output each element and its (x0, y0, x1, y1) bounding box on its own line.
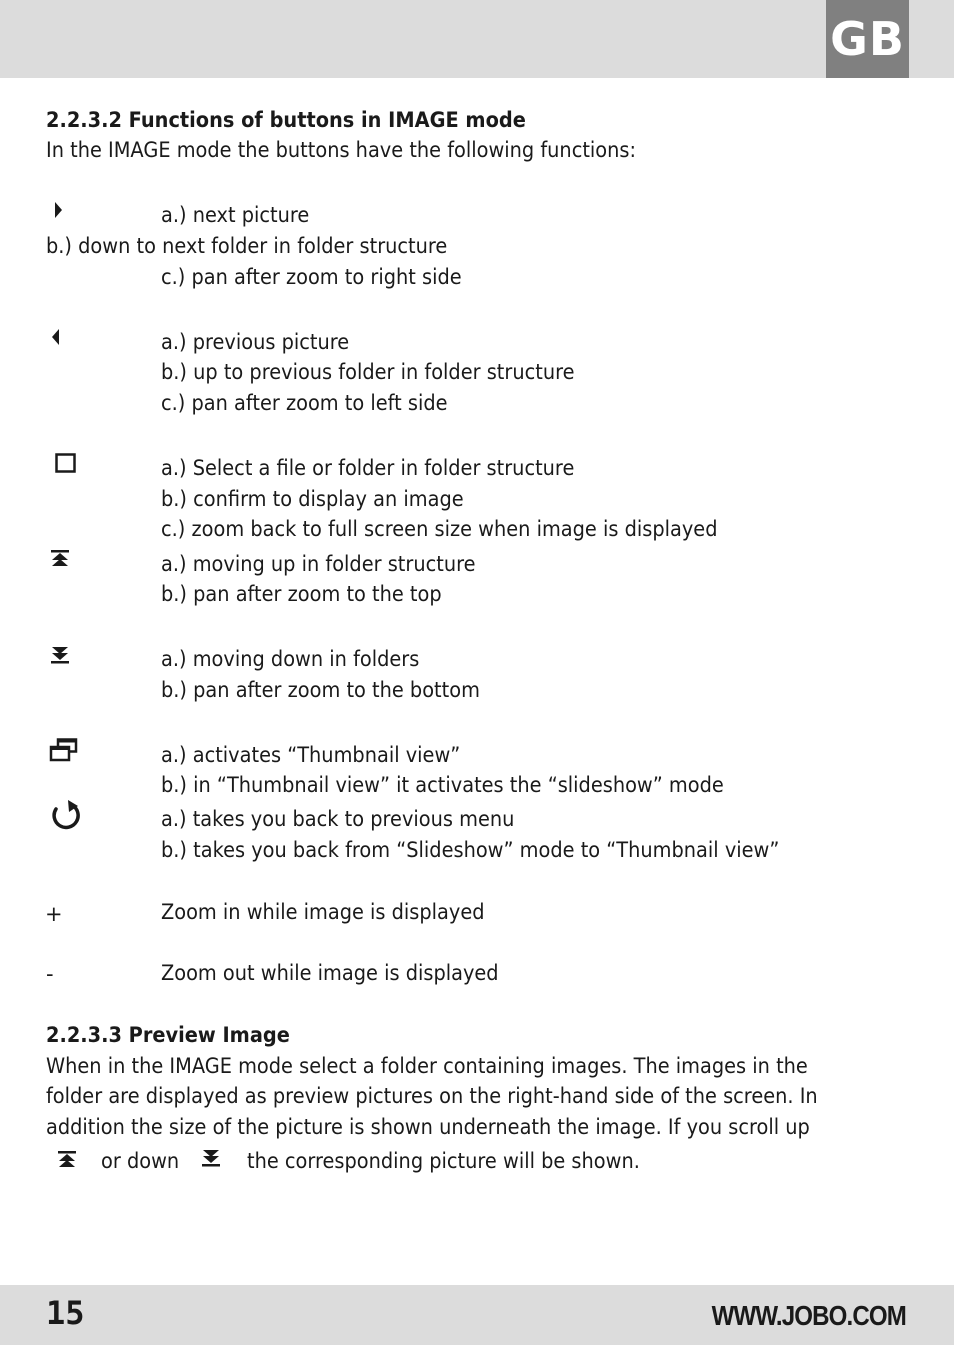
page-number: 15 (46, 1294, 85, 1332)
paragraph-line: When in the IMAGE mode select a folder containing images. The images in the (46, 1054, 808, 1079)
paragraph-line-part: or down (101, 1149, 180, 1174)
double-up-icon (57, 1151, 77, 1169)
button-function-line: b.) pan after zoom to the top (161, 582, 442, 607)
paragraph-line: folder are displayed as preview pictures on the right-hand side of the screen. In (46, 1084, 818, 1109)
header-band (0, 0, 954, 78)
button-function-line: a.) moving down in folders (161, 647, 420, 672)
section-heading-functions: 2.2.3.2 Functions of buttons in IMAGE mode (46, 108, 526, 133)
intro-text: In the IMAGE mode the buttons have the following functions: (46, 138, 637, 163)
square-icon (55, 453, 77, 473)
button-function-line: Zoom out while image is displayed (161, 961, 499, 986)
left-arrow-icon (51, 328, 61, 346)
button-function-line: b.) confirm to display an image (161, 487, 464, 512)
button-function-line: a.) takes you back to previous menu (161, 807, 515, 832)
button-function-line: b.) pan after zoom to the bottom (161, 678, 480, 703)
double-down-icon (201, 1149, 221, 1167)
right-arrow-icon (54, 201, 64, 219)
plus-symbol: + (45, 902, 63, 926)
website-url: WWW.JOBO.COM (711, 1300, 906, 1331)
section-heading-preview: 2.2.3.3 Preview Image (46, 1023, 290, 1048)
paragraph-line: addition the size of the picture is shown underneath the image. If you scroll up (46, 1115, 810, 1140)
button-function-line: b.) down to next folder in folder structure (46, 234, 448, 259)
button-function-line: a.) moving up in folder structure (161, 552, 476, 577)
button-function-line: a.) Select a file or folder in folder structure (161, 456, 575, 481)
button-function-line: c.) zoom back to full screen size when image is displayed (161, 517, 718, 542)
button-function-line: b.) up to previous folder in folder structure (161, 360, 575, 385)
windows-icon (49, 738, 79, 762)
paragraph-line-part: the corresponding picture will be shown. (247, 1149, 640, 1174)
double-down-icon (50, 646, 70, 664)
button-function-line: c.) pan after zoom to left side (161, 391, 448, 416)
button-function-line: c.) pan after zoom to right side (161, 265, 462, 290)
button-function-line: a.) previous picture (161, 330, 350, 355)
minus-symbol: - (46, 962, 54, 986)
button-function-line: a.) next picture (161, 203, 310, 228)
double-up-icon (50, 550, 70, 568)
button-function-line: Zoom in while image is displayed (161, 900, 485, 925)
language-badge: GB (826, 0, 909, 78)
button-function-line: a.) activates “Thumbnail view” (161, 743, 461, 768)
button-function-line: b.) takes you back from “Slideshow” mode to “Thumbnail view” (161, 838, 780, 863)
return-arrow-icon (50, 800, 84, 830)
button-function-line: b.) in “Thumbnail view” it activates the “slideshow” mode (161, 773, 724, 798)
